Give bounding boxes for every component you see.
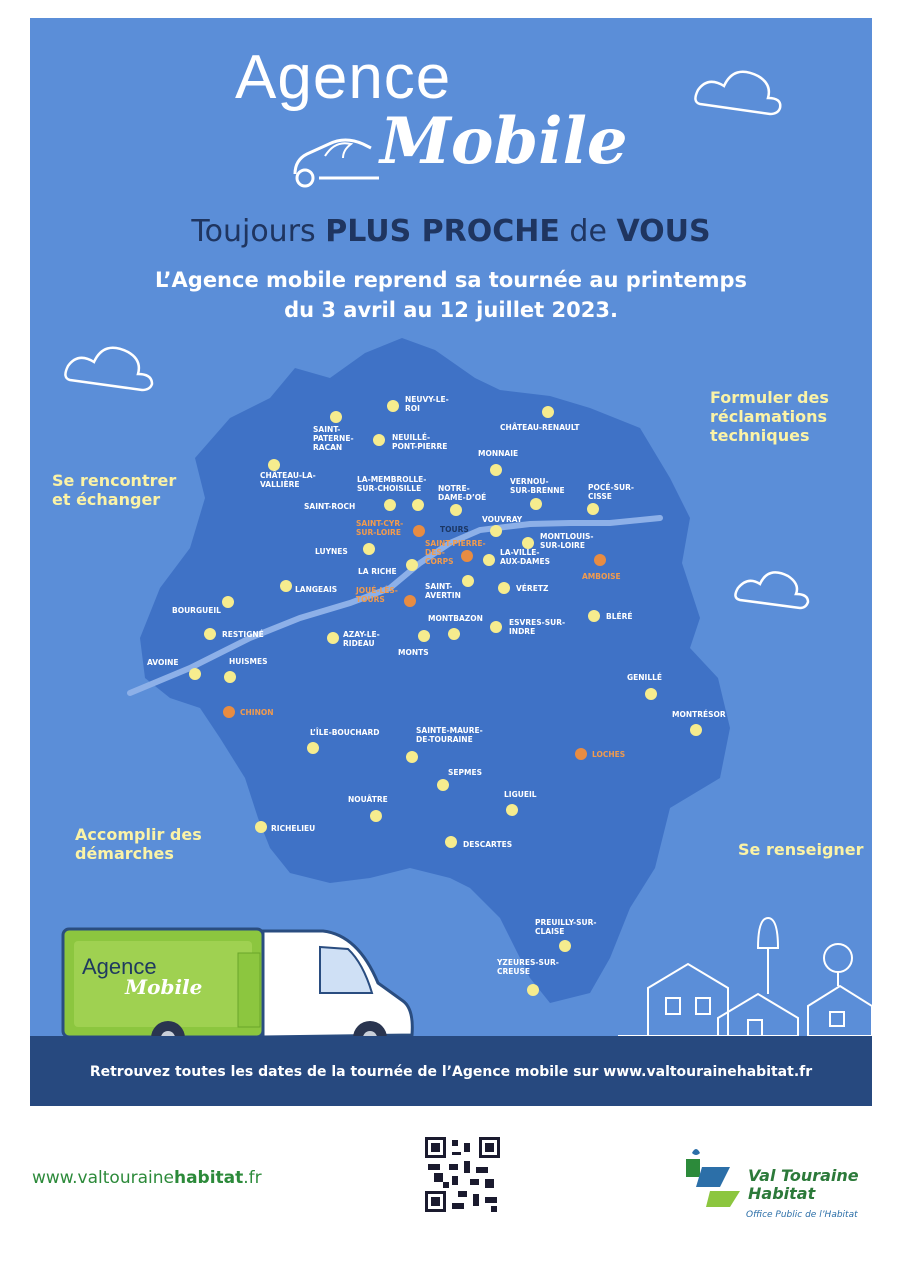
town-marker	[527, 984, 539, 996]
town-marker	[412, 499, 424, 511]
town-label: AZAY-LE- RIDEAU	[343, 630, 380, 648]
org-subtitle: Office Public de l’Habitat	[746, 1210, 858, 1220]
town-label: YZEURES-SUR- CREUSE	[497, 958, 559, 976]
tagline-part4: VOUS	[616, 214, 711, 249]
town-label: SAINT-PIERRE- DES- CORPS	[425, 539, 486, 566]
town-label: SAINT-CYR- SUR-LOIRE	[356, 519, 404, 537]
town-label: LA-MEMBROLLE- SUR-CHOISILLE	[357, 475, 427, 493]
town-marker	[363, 543, 375, 555]
town-label: NEUILLÉ- PONT-PIERRE	[392, 433, 448, 451]
town-label: MONTBAZON	[428, 614, 483, 623]
town-marker	[404, 595, 416, 607]
town-label: MONNAIE	[478, 449, 519, 458]
town-marker	[370, 810, 382, 822]
town-marker	[384, 499, 396, 511]
town-label: NOUÂTRE	[348, 795, 388, 804]
town-label: VERNOU- SUR-BRENNE	[510, 477, 565, 495]
town-marker	[498, 582, 510, 594]
town-marker	[483, 554, 495, 566]
service-claims: Formuler des réclamations techniques	[710, 388, 829, 445]
tagline-part3: de	[559, 214, 617, 249]
town-label: ESVRES-SUR- INDRE	[509, 618, 566, 636]
qr-code[interactable]	[425, 1137, 500, 1212]
town-label: LA RICHE	[358, 567, 397, 576]
service-info: Se renseigner	[738, 840, 864, 859]
town-label: RESTIGNÉ	[222, 630, 264, 639]
town-label: CHÂTEAU-LA- VALLIÈRE	[260, 471, 316, 489]
town-marker	[645, 688, 657, 700]
town-marker	[327, 632, 339, 644]
town-label: AMBOISE	[582, 572, 621, 581]
town-marker	[280, 580, 292, 592]
town-marker	[255, 821, 267, 833]
town-label: VÉRETZ	[516, 584, 549, 593]
town-label: PREUILLY-SUR- CLAISE	[535, 918, 597, 936]
town-marker	[530, 498, 542, 510]
town-label: LOCHES	[592, 750, 626, 759]
town-label: HUISMES	[229, 657, 268, 666]
town-marker	[542, 406, 554, 418]
town-label: CHINON	[240, 708, 274, 717]
town-marker	[587, 503, 599, 515]
poster	[30, 18, 872, 1106]
town-label: JOUÉ-LÈS- TOURS	[356, 586, 398, 604]
logo-mobile-text: Mobile	[380, 104, 628, 179]
town-label: LANGEAIS	[295, 585, 338, 594]
town-marker	[307, 742, 319, 754]
town-label: MONTLOUIS- SUR-LOIRE	[540, 532, 594, 550]
town-label: CHÂTEAU-RENAULT	[500, 423, 580, 432]
town-marker	[450, 504, 462, 516]
town-label: DESCARTES	[463, 840, 513, 849]
town-marker	[588, 610, 600, 622]
tagline-part2: PLUS PROCHE	[325, 214, 560, 249]
town-marker	[437, 779, 449, 791]
subtitle-line1: L’Agence mobile reprend sa tournée au printemps	[155, 268, 747, 292]
town-marker	[559, 940, 571, 952]
town-marker	[387, 400, 399, 412]
website-url[interactable]: www.valtourainehabitat.fr	[32, 1168, 262, 1188]
town-marker	[418, 630, 430, 642]
town-marker	[189, 668, 201, 680]
town-marker	[490, 464, 502, 476]
town-marker	[223, 706, 235, 718]
town-marker	[445, 836, 457, 848]
town-marker	[506, 804, 518, 816]
town-marker	[406, 559, 418, 571]
town-marker	[594, 554, 606, 566]
town-marker	[490, 525, 502, 537]
town-label: SAINTE-MAURE- DE-TOURAINE	[416, 726, 483, 744]
van-logo-mobile: Mobile	[125, 975, 203, 999]
town-label: BLÉRÉ	[606, 612, 633, 621]
town-marker	[462, 575, 474, 587]
town-label: BOURGUEIL	[172, 606, 221, 615]
town-marker	[222, 596, 234, 608]
town-label: MONTRÉSOR	[672, 710, 726, 719]
subtitle-line2: du 3 avril au 12 juillet 2023.	[284, 298, 618, 322]
town-marker	[413, 525, 425, 537]
footer-band-text[interactable]: Retrouvez toutes les dates de la tournée de l’Agence mobile sur www.valtourainehabitat.fr	[89, 1064, 813, 1080]
town-label: SAINT-ROCH	[304, 502, 356, 511]
service-procedures: Accomplir des démarches	[75, 825, 202, 863]
town-label: RICHELIEU	[271, 824, 316, 833]
town-marker	[690, 724, 702, 736]
service-meet: Se rencontrer et échanger	[52, 471, 177, 509]
town-label: TOURS	[440, 525, 469, 534]
town-marker	[224, 671, 236, 683]
town-label: SEPMES	[448, 768, 483, 777]
town-label: LIGUEIL	[504, 790, 537, 799]
town-marker	[204, 628, 216, 640]
town-marker	[373, 434, 385, 446]
town-label: LA-VILLE- AUX-DAMES	[500, 548, 550, 566]
logo-agence-text: Agence	[235, 43, 452, 112]
town-marker	[330, 411, 342, 423]
org-name: Val Touraine Habitat	[748, 1166, 859, 1203]
town-label: AVOINE	[147, 658, 179, 667]
houses-illustration	[618, 898, 872, 1038]
town-marker	[490, 621, 502, 633]
town-label: L’ÎLE-BOUCHARD	[310, 728, 380, 737]
van-logo-agence: Agence	[82, 954, 157, 979]
town-label: POCÉ-SUR- CISSE	[588, 483, 634, 501]
town-label: GENILLÉ	[627, 673, 663, 682]
town-marker	[575, 748, 587, 760]
town-label: NEUVY-LE- ROI	[405, 395, 449, 413]
town-label: LUYNES	[315, 547, 348, 556]
town-marker	[406, 751, 418, 763]
town-marker	[268, 459, 280, 471]
town-label: MONTS	[398, 648, 429, 657]
tagline-part1: Toujours	[191, 214, 326, 249]
town-label: SAINT- AVERTIN	[425, 582, 461, 600]
town-label: SAINT- PATERNE- RACAN	[313, 425, 354, 452]
town-marker	[448, 628, 460, 640]
town-label: VOUVRAY	[482, 515, 523, 524]
town-label: NOTRE- DAME-D’OÉ	[438, 484, 487, 502]
